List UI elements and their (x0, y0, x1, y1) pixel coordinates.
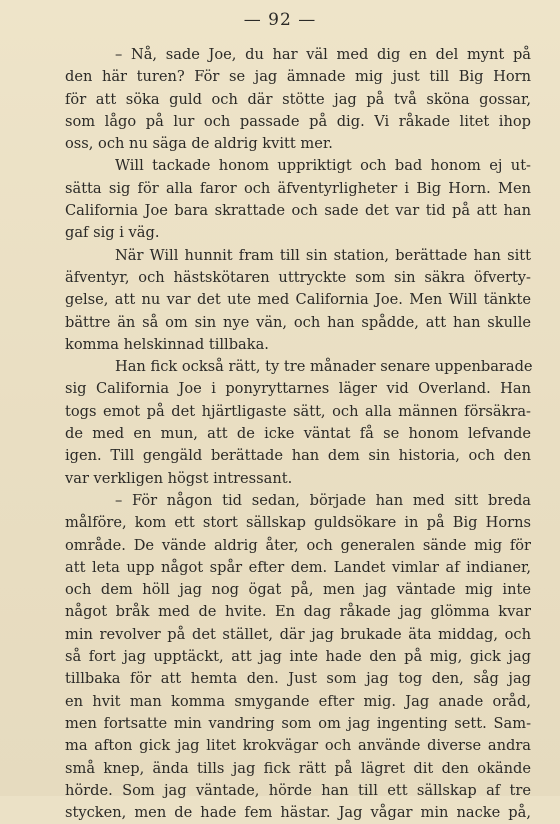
text-line: komma helskinnad tillbaka. (65, 335, 269, 353)
text-line: var verkligen högst intressant. (65, 469, 293, 487)
text-line: för att söka guld och där stötte jag på två sköna gossar, (65, 90, 531, 108)
text-line: tillbaka för att hemta den. Just som jag tog den, såg jag (65, 670, 531, 688)
text-line: Han fick också rätt, ty tre månader senare uppenbarade (115, 358, 533, 376)
text-line: – För någon tid sedan, började han med sitt breda (115, 491, 531, 509)
text-line: en hvit man komma smygande efter mig. Jag anade oråd, (65, 692, 531, 710)
text-line: California Joe bara skrattade och sade det var tid på att han (65, 202, 531, 220)
text-line: den här turen? För se jag ämnade mig just till Big Horn (65, 68, 531, 86)
text-line: målföre, kom ett stort sällskap guldsökare in på Big Horns (65, 514, 531, 532)
text-line: att leta upp något spår efter dem. Landet vimlar af indianer, (65, 558, 531, 576)
text-line: område. De vände aldrig åter, och generalen sände mig för (65, 536, 531, 554)
text-line: min revolver på det stället, där jag brukade äta middag, och (65, 625, 531, 643)
text-line: gelse, att nu var det ute med California Joe. Men Will tänkte (65, 291, 531, 309)
text-line: stycken, men de hade fem hästar. Jag vågar min nacke på, (65, 804, 531, 822)
text-line: äfventyr, och hästskötaren uttryckte som sin säkra öfverty- (65, 268, 531, 286)
text-line: något bråk med de hvite. En dag råkade jag glömma kvar (65, 603, 531, 621)
text-line: sig California Joe i ponyryttarnes läger vid Overland. Han (65, 380, 531, 398)
text-line: och dem höll jag nog ögat på, men jag väntade mig inte (65, 581, 531, 599)
text-line: de med en mun, att de icke väntat få se honom lefvande (65, 425, 531, 443)
text-line: hörde. Som jag väntade, hörde han till ett sällskap af tre (65, 781, 531, 799)
text-line: så fort jag upptäckt, att jag inte hade den på mig, gick jag (65, 648, 531, 666)
page-number: — 92 — (243, 10, 317, 30)
text-line: igen. Till gengäld berättade han dem sin historia, och den (65, 447, 531, 465)
text-line: Will tackade honom uppriktigt och bad honom ej ut- (115, 157, 531, 175)
text-line: bättre än så om sin nye vän, och han spådde, att han skulle (65, 313, 531, 331)
text-line: togs emot på det hjärtligaste sätt, och alla männen försäkra- (65, 402, 531, 420)
text-line: gaf sig i väg. (65, 224, 160, 242)
text-line: – Nå, sade Joe, du har väl med dig en del mynt på (115, 46, 531, 63)
text-line: men fortsatte min vandring som om jag ingenting sett. Sam- (65, 714, 531, 732)
text-line: som lågo på lur och passade på dig. Vi råkade litet ihop (65, 112, 531, 130)
text-line: sätta sig för alla faror och äfventyrligheter i Big Horn. Men (65, 179, 531, 197)
body-text (65, 44, 531, 824)
text-line: oss, och nu säga de aldrig kvitt mer. (65, 135, 333, 153)
text-line: ma afton gick jag litet krokvägar och använde diverse andra (65, 737, 531, 755)
text-line: små knep, ända tills jag fick rätt på lägret dit den okände (65, 759, 531, 777)
text-line: När Will hunnit fram till sin station, berättade han sitt (115, 246, 531, 264)
